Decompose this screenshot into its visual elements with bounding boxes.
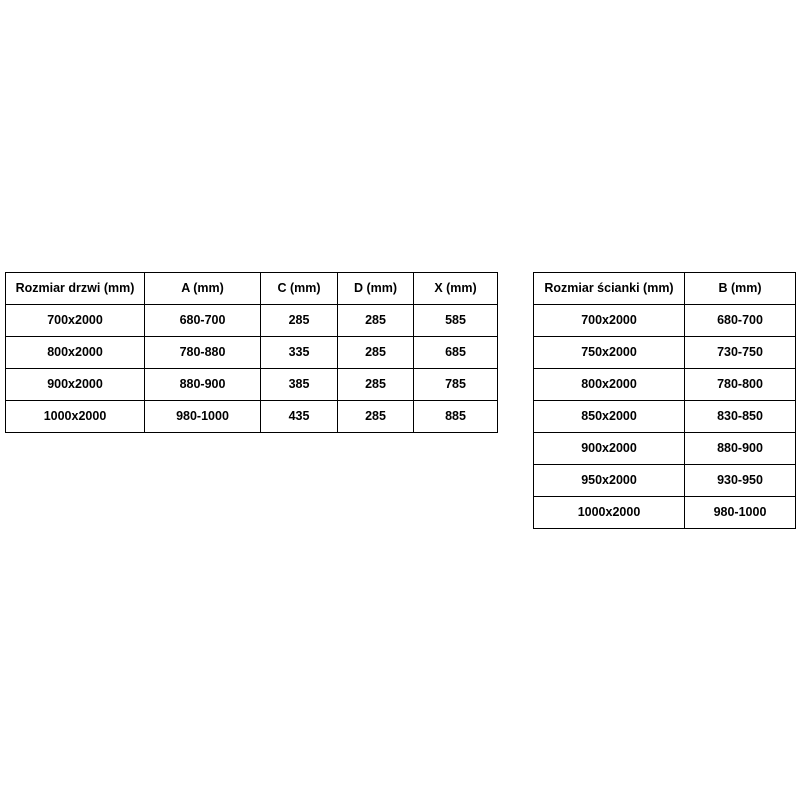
- table-cell: 685: [414, 337, 498, 369]
- table-cell: 880-900: [685, 433, 796, 465]
- table-cell: 285: [338, 369, 414, 401]
- column-header: C (mm): [261, 273, 338, 305]
- table-cell: 850x2000: [534, 401, 685, 433]
- table-row: [534, 401, 796, 433]
- table-cell: 1000x2000: [6, 401, 145, 433]
- table-cell: 680-700: [685, 305, 796, 337]
- table-cell: 950x2000: [534, 465, 685, 497]
- table-cell: 285: [338, 337, 414, 369]
- table-cell: 885: [414, 401, 498, 433]
- table-cell: 800x2000: [6, 337, 145, 369]
- table-row: [534, 369, 796, 401]
- column-header: B (mm): [685, 273, 796, 305]
- table-cell: 335: [261, 337, 338, 369]
- table-row: [6, 337, 498, 369]
- table-cell: 930-950: [685, 465, 796, 497]
- table-row: [6, 305, 498, 337]
- table-cell: 700x2000: [534, 305, 685, 337]
- table-cell: 900x2000: [534, 433, 685, 465]
- table-cell: 780-800: [685, 369, 796, 401]
- table-row: [534, 305, 796, 337]
- table-header-row: [534, 273, 796, 305]
- table-cell: 880-900: [145, 369, 261, 401]
- table-row: [6, 401, 498, 433]
- doors-table-container: [5, 272, 498, 433]
- column-header: Rozmiar ścianki (mm): [534, 273, 685, 305]
- table-cell: 585: [414, 305, 498, 337]
- table-cell: 750x2000: [534, 337, 685, 369]
- table-row: [534, 465, 796, 497]
- table-cell: 285: [338, 305, 414, 337]
- table-cell: 385: [261, 369, 338, 401]
- table-cell: 730-750: [685, 337, 796, 369]
- table-cell: 830-850: [685, 401, 796, 433]
- column-header: Rozmiar drzwi (mm): [6, 273, 145, 305]
- table-cell: 980-1000: [145, 401, 261, 433]
- table-cell: 285: [261, 305, 338, 337]
- table-cell: 980-1000: [685, 497, 796, 529]
- wall-table-container: [533, 272, 796, 529]
- table-header-row: [6, 273, 498, 305]
- table-cell: 785: [414, 369, 498, 401]
- table-row: [534, 337, 796, 369]
- table-row: [6, 369, 498, 401]
- table-row: [534, 497, 796, 529]
- table-cell: 285: [338, 401, 414, 433]
- table-row: [534, 433, 796, 465]
- table-cell: 435: [261, 401, 338, 433]
- table-cell: 700x2000: [6, 305, 145, 337]
- column-header: D (mm): [338, 273, 414, 305]
- column-header: X (mm): [414, 273, 498, 305]
- table-cell: 800x2000: [534, 369, 685, 401]
- doors-dimensions-table: [5, 272, 498, 433]
- table-cell: 900x2000: [6, 369, 145, 401]
- column-header: A (mm): [145, 273, 261, 305]
- table-cell: 680-700: [145, 305, 261, 337]
- table-cell: 780-880: [145, 337, 261, 369]
- table-cell: 1000x2000: [534, 497, 685, 529]
- wall-dimensions-table: [533, 272, 796, 529]
